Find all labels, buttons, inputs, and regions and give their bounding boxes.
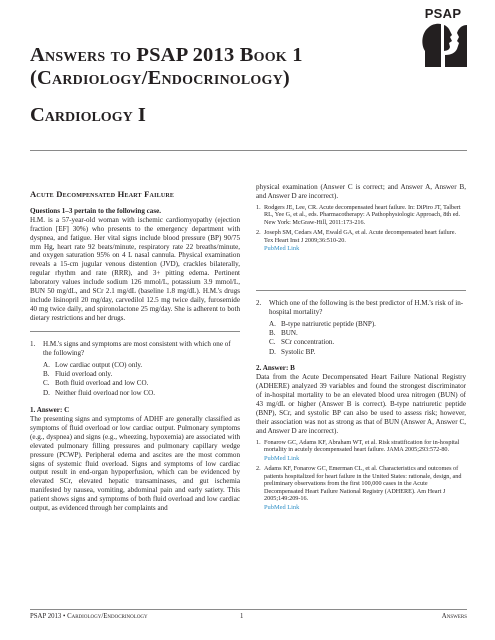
- reference-text: Rodgers JE, Lee, CR. Acute decompensated heart failure. In: DiPiro JT, Talbert RL, Yee G, et al., eds. Pharmacotherapy: A Pathophysiologic Approach, 8th ed. New York: McGraw-Hill, 2011:173-216.: [264, 203, 461, 226]
- option-text: SCr concentration.: [281, 338, 335, 347]
- question-text: H.M.'s signs and symptoms are most consistent with which one of the following?: [43, 339, 231, 357]
- answer-1-continued: physical examination (Answer C is correct; and Answer A, Answer B, and Answer D are incorrect).: [256, 183, 466, 200]
- title-line-2: (Cardiology/Endocrinology): [30, 67, 290, 89]
- divider: [256, 290, 466, 291]
- question-2: [256, 299, 466, 317]
- footer-divider: [30, 609, 467, 610]
- option-letter: C.: [269, 338, 276, 347]
- option-letter: C.: [43, 379, 50, 388]
- answer-1-explanation: The presenting signs and symptoms of ADHF are generally classified as symptoms of fluid overload or low cardiac output. Pulmonary symptoms (e.g., dyspnea) and signs (e.g., wheezing, hypoxemia) are associated with elevated pulmonary filling pressures and pulmonary capillary wedge pressure (PCWP). Peripheral edema and ascites are the most common signs of systemic fluid overload. Signs and symptoms of low cardiac output result in end-organ hypoperfusion, which can be evidenced by elevated SCr, elevated hepatic transaminases, and gut ischemia manifested by nausea, vomiting, abdominal pain and early satiety. This patient shows signs and symptoms of both fluid overload and low cardiac output, as evidenced through her complaints and: [30, 415, 240, 513]
- option: [43, 361, 240, 370]
- question-1: [30, 340, 240, 358]
- reference-item: [256, 439, 466, 463]
- section-heading: Cardiology I: [30, 104, 146, 126]
- option: [43, 379, 240, 388]
- answer-1-heading: 1. Answer: C: [30, 406, 70, 415]
- option-text: Low cardiac output (CO) only.: [55, 360, 143, 369]
- option-text: BUN.: [281, 329, 298, 338]
- left-column: [30, 183, 240, 513]
- pubmed-link[interactable]: PubMed Link: [264, 454, 300, 462]
- title-line-1: Answers to PSAP 2013 Book 1: [30, 44, 303, 66]
- option: [269, 329, 466, 338]
- reference-item: [256, 465, 466, 511]
- option-text: Neither fluid overload nor low CO.: [55, 388, 156, 397]
- question-1-options: [43, 361, 240, 398]
- reference-text: Joseph SM, Cedars AM, Ewald GA, et al. Acute decompensated heart failure. Tex Heart Inst J 2009;36:510-20.: [264, 229, 457, 244]
- option: [269, 338, 466, 347]
- pubmed-link[interactable]: PubMed Link: [264, 245, 300, 253]
- question-2-options: [269, 320, 466, 357]
- reference-number: 1.: [256, 438, 261, 446]
- logo-text: PSAP: [424, 6, 462, 21]
- answer-2-explanation: Data from the Acute Decompensated Heart Failure National Registry (ADHERE) analyzed 39 variables and found the strongest discriminator of in-hospital mortality to be an elevated blood urea nitrogen (BUN) of 43 mg/dL or higher (Answer B is correct). B-type natriuretic peptide (BNP), SCr, and systolic BP can also be used to assess risk; however, their association was not as strong as that of BUN (Answer A, Answer C, and Answer D are incorrect).: [256, 373, 466, 435]
- reference-text: Fonarow GC, Adams KF, Abraham WT, et al. Risk stratification for in-hospital mortality in acutely decompensated heart failure. JAMA 2005;293:572-80.: [264, 438, 460, 453]
- reference-number: 2.: [256, 465, 261, 472]
- right-column: [256, 183, 466, 514]
- option: [269, 320, 466, 329]
- option: [269, 348, 466, 357]
- header-divider: [30, 150, 467, 151]
- option-letter: D.: [43, 388, 50, 397]
- option-letter: B.: [269, 329, 276, 338]
- option-letter: D.: [269, 347, 276, 356]
- option: [43, 389, 240, 398]
- footer-publication: [30, 613, 148, 620]
- option-text: Systolic BP.: [281, 347, 316, 356]
- question-number: 2.: [256, 298, 262, 307]
- page-number: 1: [240, 613, 244, 620]
- reference-item: [256, 229, 466, 253]
- footer-publication-name: PSAP 2013 •: [30, 613, 68, 620]
- option-letter: A.: [269, 319, 276, 328]
- topic-heading: Acute Decompensated Heart Failure: [30, 189, 175, 199]
- footer-section: Answers: [441, 613, 467, 620]
- question-text: Which one of the following is the best predictor of H.M.'s risk of in-hospital mortality?: [269, 298, 464, 316]
- option-text: Fluid overload only.: [55, 369, 113, 378]
- case-intro-heading: Questions 1–3 pertain to the following case.: [30, 206, 162, 215]
- case-description: H.M. is a 57-year-old woman with ischemic cardiomyopathy (ejection fraction [EF] 30%) who presents to the emergency department with dyspnea, and fatigue. Her vital signs include blood pressure (BP) 90/75 mm Hg, heart rate 92 beats/minute, respiratory rate 22 breaths/minute, and oxygen saturation 95% on 4 L nasal cannula. Physical examination reveals a 15-cm jugular venous distention (JVD), crackles bilaterally, regular rhythm and rate (RRR), and 3+ pitting edema. Pertinent laboratory values include sodium 126 mmol/L, potassium 3.9 mmol/L, BUN 50 mg/dL, and SCr 2.1 mg/dL (baseline 1.8 mg/dL). H.M.'s drugs include lisinopril 20 mg/day, carvedilol 12.5 mg twice daily, furosemide 40 mg twice daily, and spironolactone 25 mg/day. She is adherent to both dietary restrictions and her drugs.: [30, 215, 240, 322]
- pubmed-link[interactable]: PubMed Link: [264, 503, 300, 511]
- head-profile-icon: [419, 21, 467, 67]
- reference-item: [256, 204, 466, 227]
- answer-2-heading: 2. Answer: B: [256, 364, 295, 373]
- option-letter: A.: [43, 360, 50, 369]
- reference-number: 2.: [256, 229, 261, 237]
- reference-text: Adams KF, Fonarow GC, Emerman CL, et al. Characteristics and outcomes of patients hospitalized for heart failure in the United States: rationale, design, and preliminary observations from the first 100,000 cases in the Acute Decompensated Heart Failure National Registry (ADHERE). Am Heart J 2005;149:209-16.: [264, 465, 462, 502]
- document-title: [30, 44, 400, 90]
- option-letter: B.: [43, 369, 50, 378]
- divider: [30, 331, 240, 332]
- psap-logo: [417, 6, 469, 68]
- option-text: Both fluid overload and low CO.: [55, 379, 149, 388]
- question-number: 1.: [30, 339, 36, 348]
- option: [43, 370, 240, 379]
- option-text: B-type natriuretic peptide (BNP).: [281, 319, 376, 328]
- footer-book-name: Cardiology/Endocrinology: [67, 613, 148, 620]
- reference-number: 1.: [256, 203, 261, 211]
